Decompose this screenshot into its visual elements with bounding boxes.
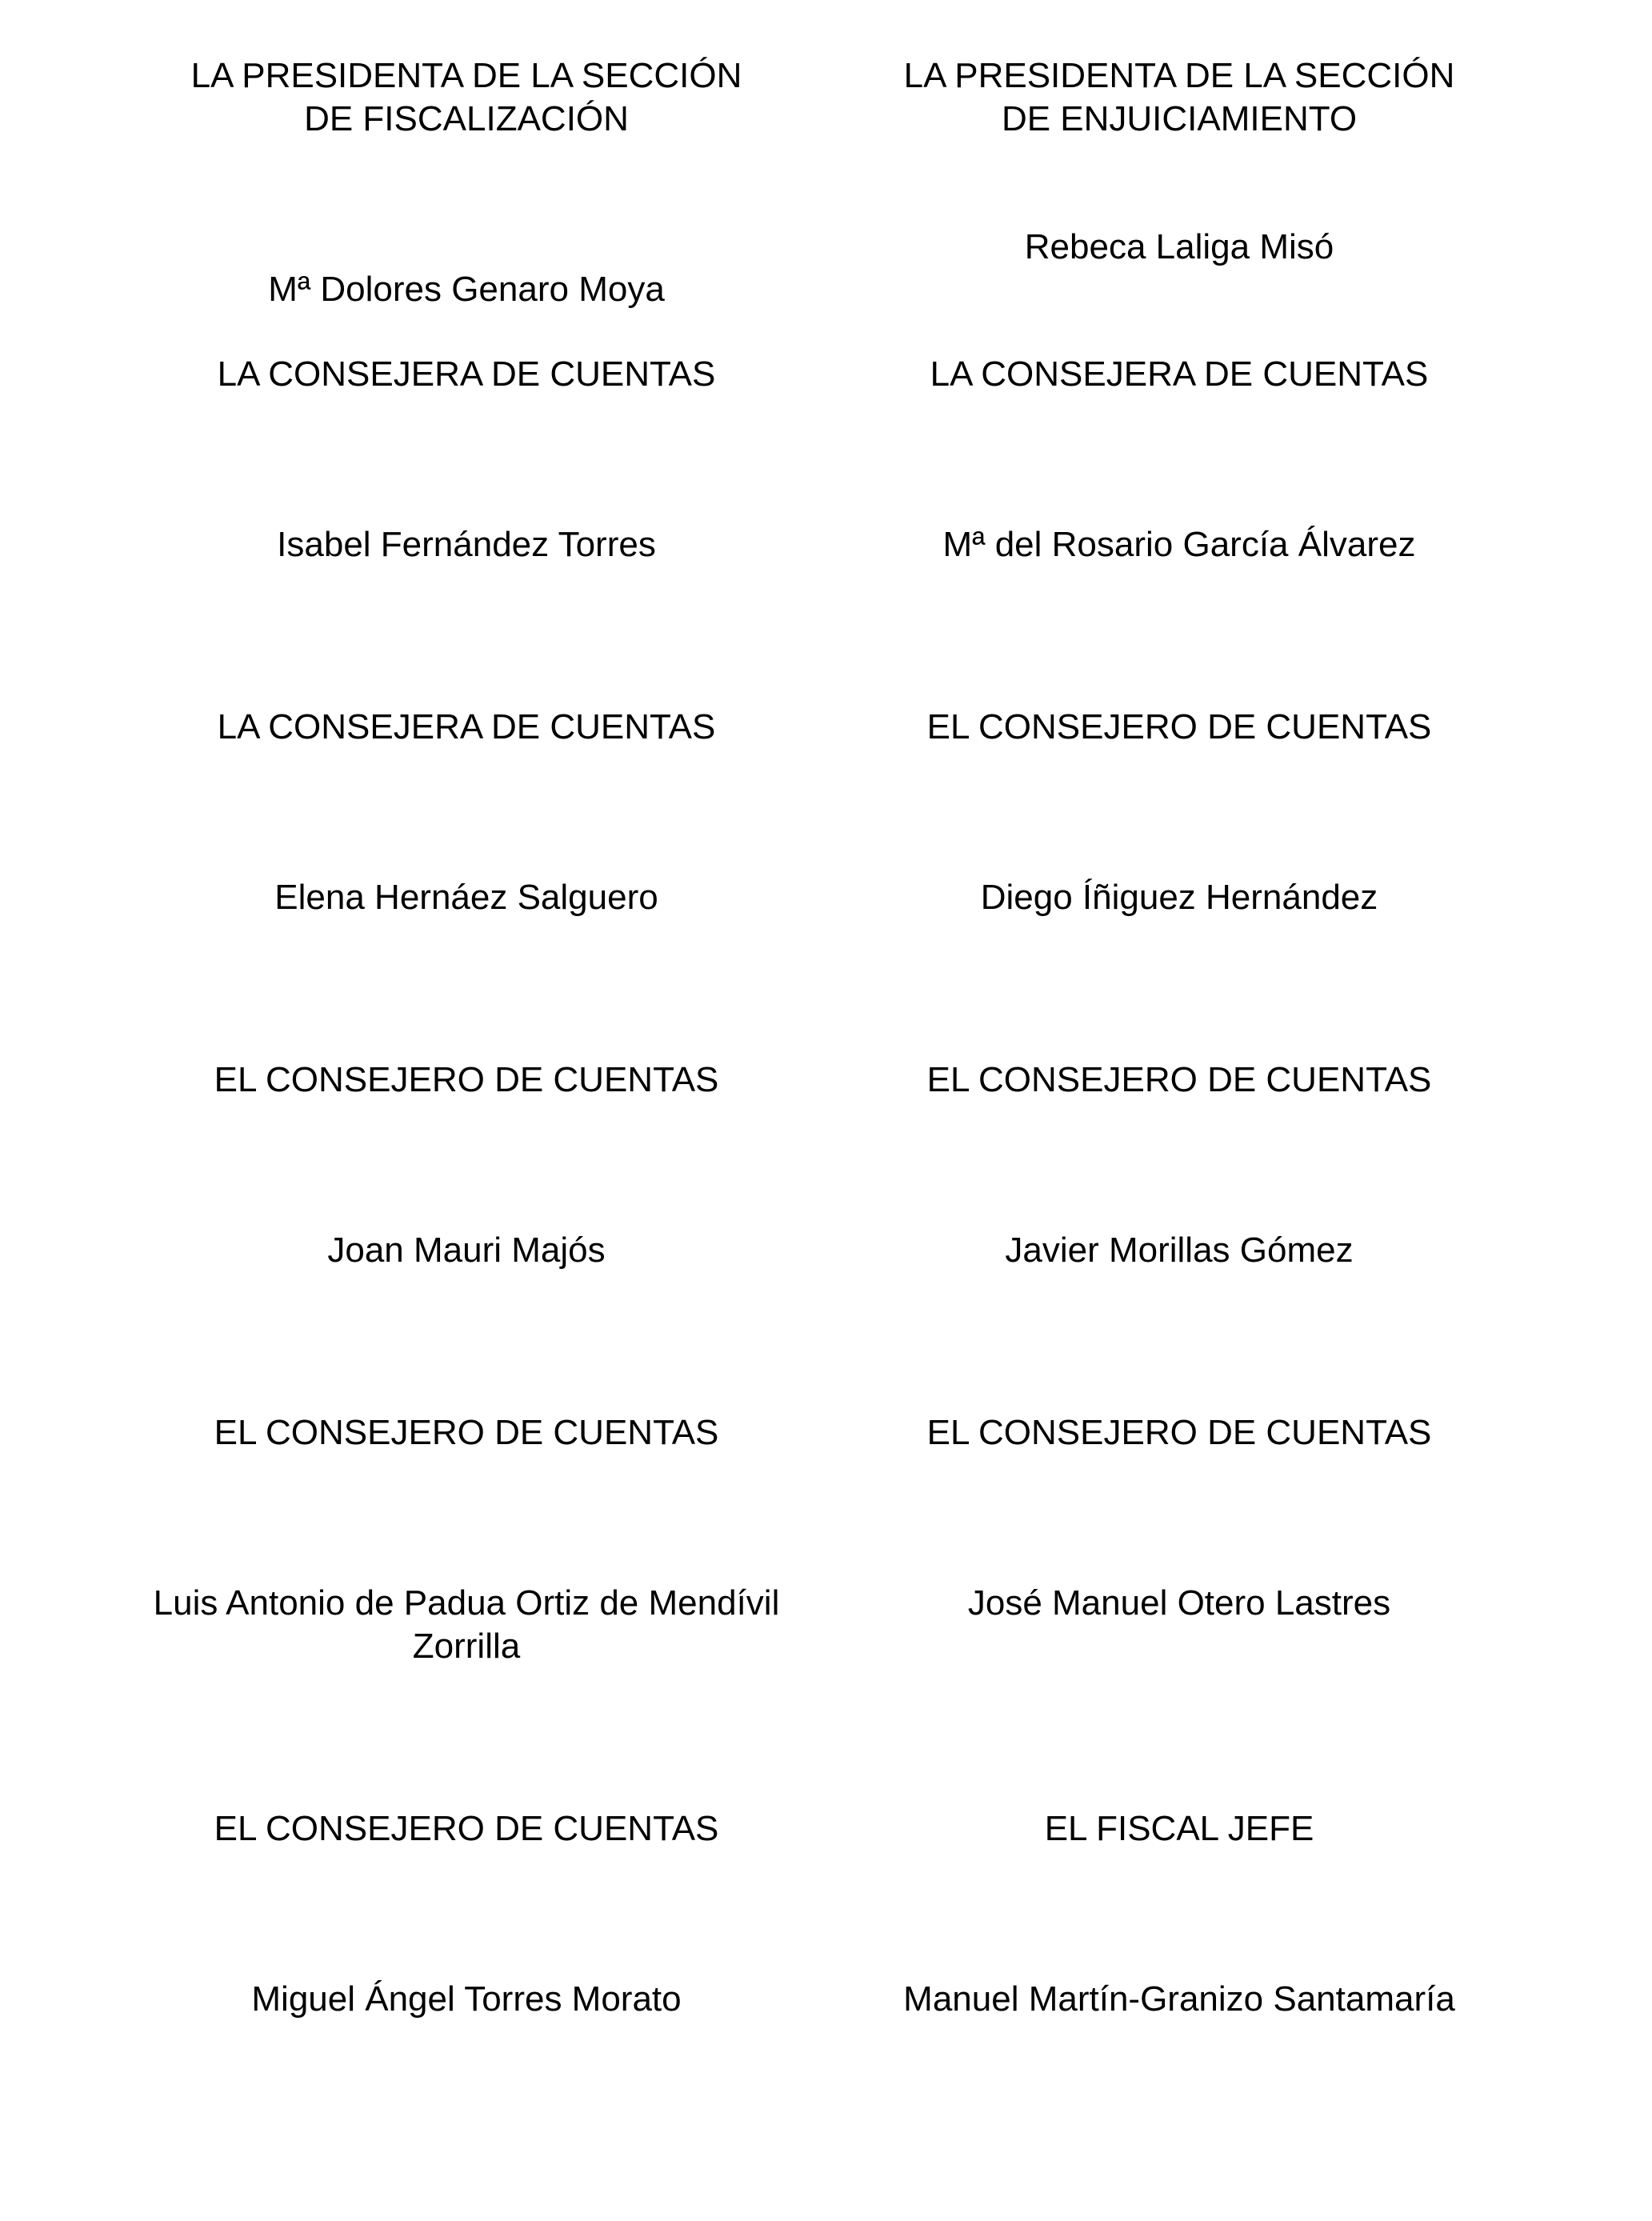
signatory-name: Mª del Rosario García Álvarez <box>942 525 1416 564</box>
title-line: DE ENJUICIAMIENTO <box>1001 99 1358 138</box>
signature-title: LA CONSEJERA DE CUENTAS <box>930 354 1429 394</box>
signature-title: EL CONSEJERO DE CUENTAS <box>214 1809 719 1848</box>
signatory-name: Diego Íñiguez Hernández <box>980 878 1378 917</box>
signature-title: EL FISCAL JEFE <box>1044 1809 1314 1848</box>
signature-title: EL CONSEJERO DE CUENTAS <box>214 1060 719 1099</box>
signatory-name: Mª Dolores Genaro Moya <box>268 270 665 309</box>
signatory-name: Manuel Martín-Granizo Santamaría <box>903 1979 1455 2019</box>
title-line: LA PRESIDENTA DE LA SECCIÓN <box>190 56 742 95</box>
name-line: Luis Antonio de Padua Ortiz de Mendívil <box>153 1583 780 1623</box>
signature-title: EL CONSEJERO DE CUENTAS <box>214 1413 719 1452</box>
signatory-name: Elena Hernáez Salguero <box>274 878 658 917</box>
signatory-name: Miguel Ángel Torres Morato <box>251 1979 682 2019</box>
signature-title: LA CONSEJERA DE CUENTAS <box>217 354 716 394</box>
signatory-name <box>154 1582 780 1668</box>
title-line: LA PRESIDENTA DE LA SECCIÓN <box>903 56 1455 95</box>
signatory-name: Isabel Fernández Torres <box>277 525 656 564</box>
signature-title-presidenta-fiscalizacion <box>191 54 742 141</box>
signatory-name: Joan Mauri Majós <box>327 1231 606 1270</box>
signature-title: LA CONSEJERA DE CUENTAS <box>217 707 716 746</box>
signatory-name: Rebeca Laliga Misó <box>1024 227 1334 266</box>
name-line: Zorrilla <box>412 1627 521 1666</box>
title-line: DE FISCALIZACIÓN <box>304 99 629 138</box>
signatory-name: Javier Morillas Gómez <box>1005 1231 1354 1270</box>
signature-title: EL CONSEJERO DE CUENTAS <box>926 1060 1432 1099</box>
signature-title-presidenta-enjuiciamiento <box>904 54 1455 141</box>
signature-title: EL CONSEJERO DE CUENTAS <box>926 707 1432 746</box>
signature-title: EL CONSEJERO DE CUENTAS <box>926 1413 1432 1452</box>
signatory-name: José Manuel Otero Lastres <box>967 1583 1391 1623</box>
